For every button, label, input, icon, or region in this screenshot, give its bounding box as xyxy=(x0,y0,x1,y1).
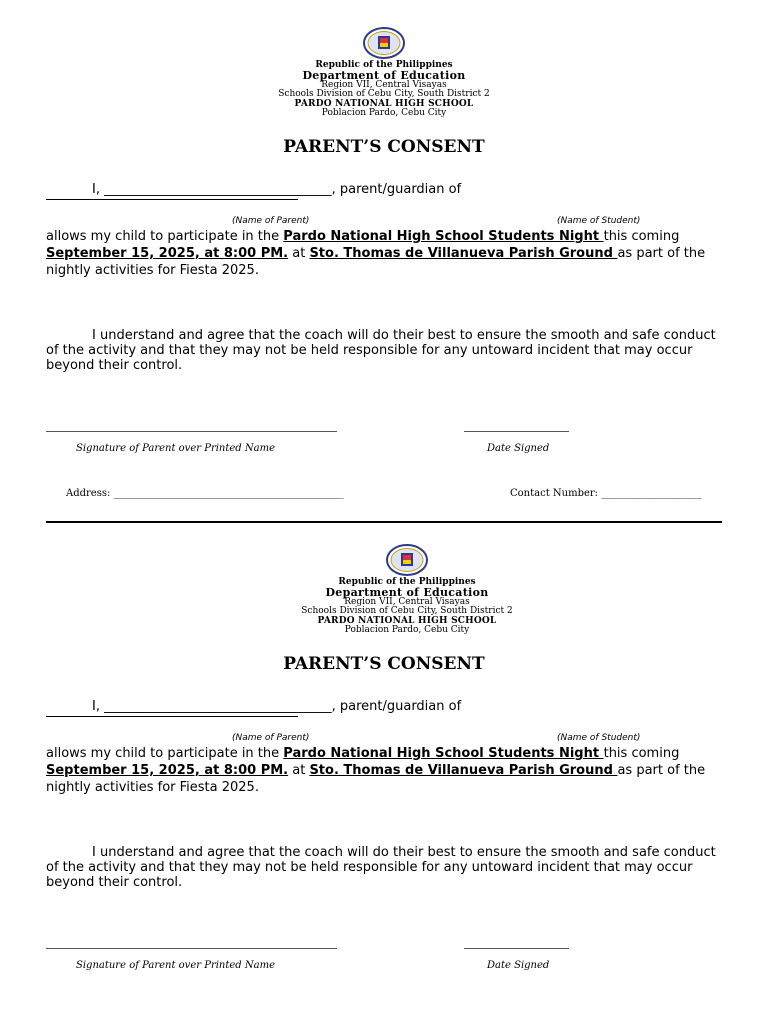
date-caption: Date Signed xyxy=(487,443,550,454)
school-name: PARDO NATIONAL HIGH SCHOOL xyxy=(317,616,497,626)
department-line: Department of Education xyxy=(325,586,489,599)
division-line: Schools Division of Cebu City, South District 2 xyxy=(278,89,490,99)
event-venue: Sto. Thomas de Villanueva Parish Ground xyxy=(309,763,618,778)
agreement-paragraph: I understand and agree that the coach will do their best to ensure the smooth and safe conduct of the activity and that they may not be held responsible for any untoward incident that may occur beyond their control. xyxy=(46,328,716,373)
department-line: Department of Education xyxy=(302,69,466,82)
parent-name-line: I, ___________________________________, parent/guardian of xyxy=(92,182,462,197)
consent-form-bottom xyxy=(0,517,768,1029)
text: at xyxy=(288,763,310,778)
form-title: PARENT’S CONSENT xyxy=(283,137,485,157)
region-line: Region VII, Central Visayas xyxy=(344,597,470,607)
caption-parent: (Name of Parent) xyxy=(232,733,310,743)
event-venue: Sto. Thomas de Villanueva Parish Ground xyxy=(309,246,618,261)
consent-paragraph xyxy=(46,228,726,279)
text: at xyxy=(288,246,310,261)
division-line: Schools Division of Cebu City, South District 2 xyxy=(301,606,513,616)
letterhead xyxy=(0,26,768,118)
republic-line: Republic of the Philippines xyxy=(338,577,476,587)
agreement-paragraph: I understand and agree that the coach will do their best to ensure the smooth and safe conduct of the activity and that they may not be held responsible for any untoward incident that may occur beyond their control. xyxy=(46,845,716,890)
school-address: Poblacion Pardo, Cebu City xyxy=(321,108,447,118)
text: allows my child to participate in the xyxy=(46,746,284,761)
letterhead xyxy=(23,543,768,635)
text: allows my child to participate in the xyxy=(46,229,284,244)
event-date: September 15, 2025, at 8:00 PM. xyxy=(46,763,289,778)
republic-line: Republic of the Philippines xyxy=(315,60,453,70)
form-title: PARENT’S CONSENT xyxy=(283,654,485,674)
consent-form-top xyxy=(0,0,768,512)
date-line xyxy=(464,948,569,949)
signature-caption: Signature of Parent over Printed Name xyxy=(76,443,275,454)
text: as part of the nightly activities for Fiesta 2025. xyxy=(46,763,706,795)
deped-seal-icon xyxy=(374,543,440,577)
student-name-blank xyxy=(46,199,298,200)
region-line: Region VII, Central Visayas xyxy=(321,80,447,90)
parent-name-line: I, ___________________________________, parent/guardian of xyxy=(92,699,462,714)
caption-student: (Name of Student) xyxy=(557,733,641,743)
school-name: PARDO NATIONAL HIGH SCHOOL xyxy=(294,99,474,109)
text: as part of the nightly activities for Fiesta 2025. xyxy=(46,246,706,278)
caption-student: (Name of Student) xyxy=(557,216,641,226)
event-name: Pardo National High School Students Night xyxy=(283,229,604,244)
school-address: Poblacion Pardo, Cebu City xyxy=(344,625,470,635)
event-name: Pardo National High School Students Night xyxy=(283,746,604,761)
date-line xyxy=(464,431,569,432)
deped-seal-icon xyxy=(351,26,417,60)
signature-caption: Signature of Parent over Printed Name xyxy=(76,960,275,971)
address-field: Address: ______________________________________________ xyxy=(66,488,344,499)
caption-parent: (Name of Parent) xyxy=(232,216,310,226)
student-name-blank xyxy=(46,716,298,717)
consent-paragraph xyxy=(46,745,726,796)
text: this coming xyxy=(603,746,680,761)
text: this coming xyxy=(603,229,680,244)
signature-line xyxy=(46,431,337,432)
event-date: September 15, 2025, at 8:00 PM. xyxy=(46,246,289,261)
signature-line xyxy=(46,948,337,949)
date-caption: Date Signed xyxy=(487,960,550,971)
contact-number-field: Contact Number: ____________________ xyxy=(510,488,702,499)
